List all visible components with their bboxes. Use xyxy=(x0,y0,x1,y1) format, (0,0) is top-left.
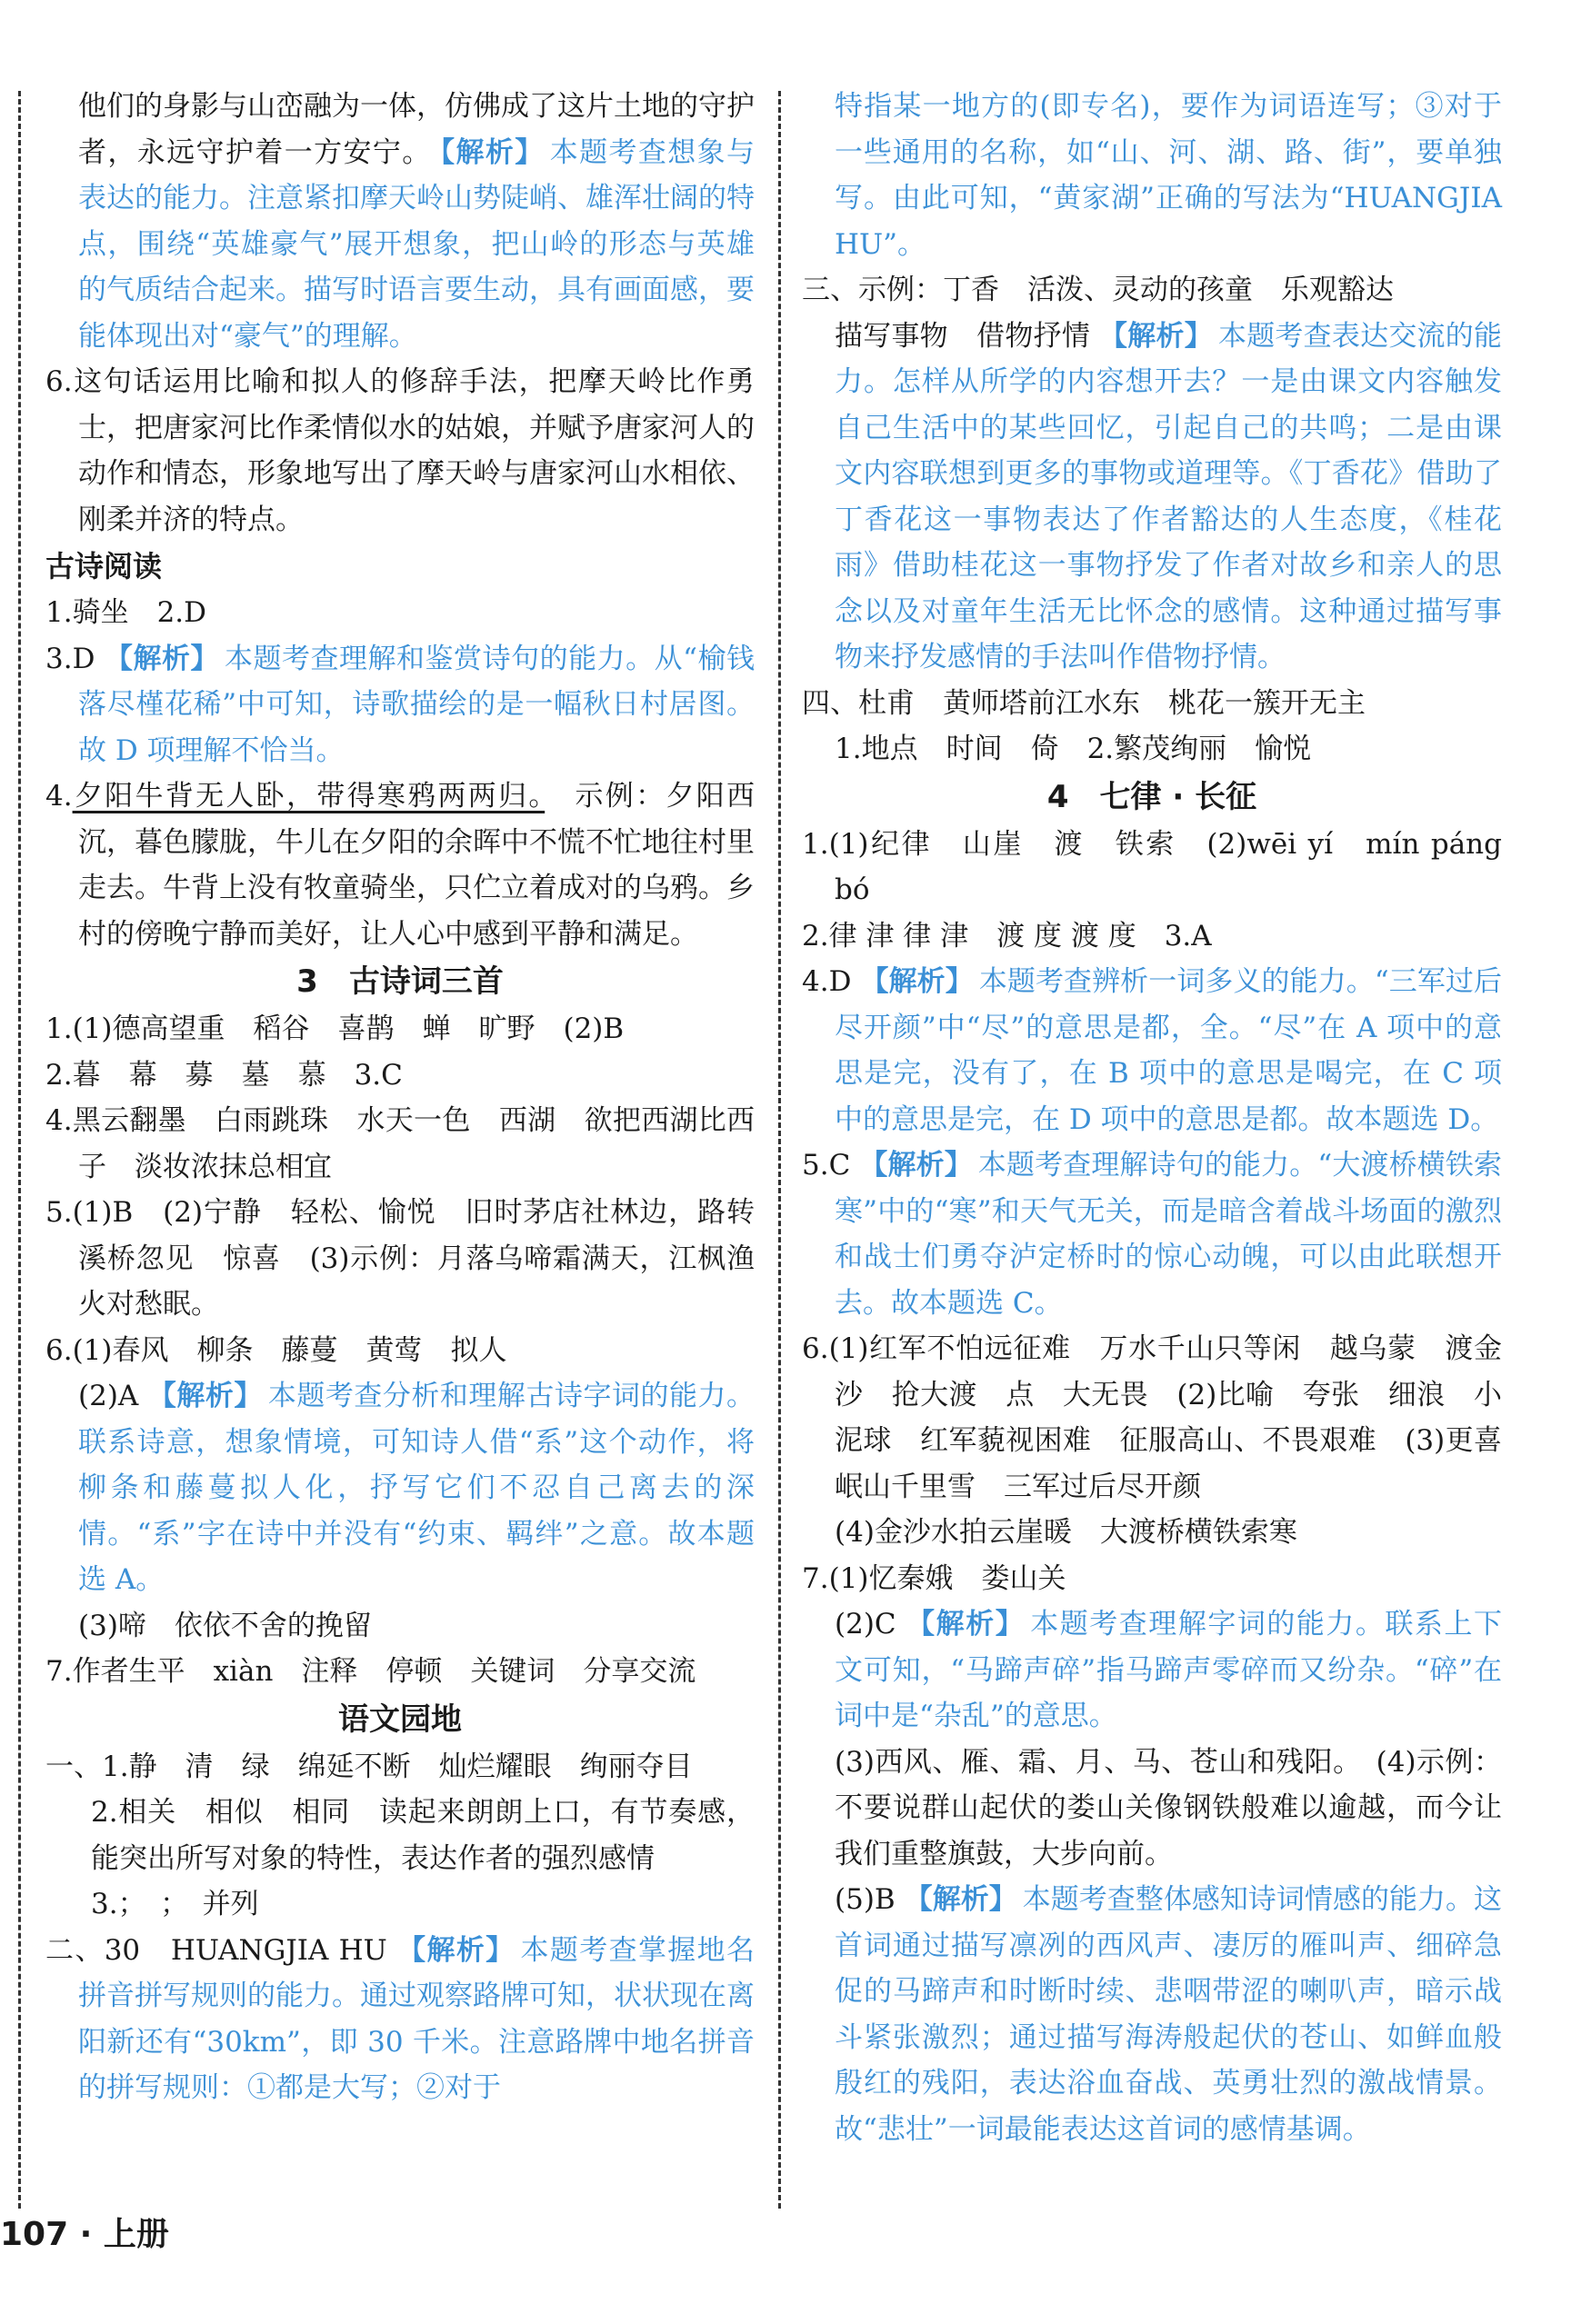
page-number: 107 · 上册 xyxy=(0,2216,169,2253)
analysis-tag: 【解析】 xyxy=(904,1883,1017,1916)
yuandi-answer-4-1: 四、杜甫 黄师塔前江水东 桃花一簇开无主 xyxy=(802,686,1366,720)
analysis-tag: 【解析】 xyxy=(860,965,974,998)
analysis-tag: 【解析】 xyxy=(859,1149,973,1182)
yuandi-answer-3-2: 描写事物 借物抒情 【解析】 本题考查表达交流的能力。怎样从所学的内容想开去？一是由课文内容触发自己生活中的某些回忆，引起自己的共鸣；二是由课文内容联想到更多的事物或道理等。《丁香花》借助了丁香花这一事物表达了作者豁达的人生态度，《桂花雨》借助桂花这一事物抒发了作者对故乡和亲人的思念以及对童年生活无比怀念的感情。这种通过描写事物来抒发感情的手法叫作借物抒情。 xyxy=(835,319,1503,673)
column-divider xyxy=(778,91,781,2209)
lesson4-answer-4: 4.D 【解析】 本题考查辨析一词多义的能力。“三军过后尽开颜”中“尽”的意思是都，全。“尽”在 A 项中的意思是完，没有了，在 B 项中的意思是喝完，在 C 项中的意思是完，在 D 项中的意思是都。故本题选 D。 xyxy=(802,965,1502,1136)
left-margin-divider xyxy=(18,91,21,2209)
lesson3-answer-5: 5.(1)B (2)宁静 轻松、愉悦 旧时茅店社林边，路转溪桥忽见 惊喜 (3)示例：月落乌啼霜满天，江枫渔火对愁眠。 xyxy=(45,1196,755,1321)
underlined-verse: 夕阳牛背无人卧，带得寒鸦两两归。 xyxy=(72,780,545,813)
yuandi-answer-2-continued: 特指某一地方的(即专名)，要作为词语连写；③对于一些通用的名称，如“山、河、湖、路、街”，要单独写。由此可知，“黄家湖”正确的写法为“HUANGJIA HU”。 xyxy=(835,90,1502,261)
lesson4-answer-7-2: (2)C 【解析】 本题考查理解字词的能力。联系上下文可知，“马蹄声碎”指马蹄声零碎而又纷杂。“碎”在词中是“杂乱”的意思。 xyxy=(835,1608,1503,1732)
analysis-text: 本题考查理解诗句的能力。“大渡桥横铁索寒”中的“寒”和天气无关，而是暗含着战斗场面的激烈和战士们勇夺泸定桥时的惊心动魄，可以由此联想开去。故本题选 C。 xyxy=(835,1149,1502,1320)
lesson3-answer-7: 7.作者生平 xiàn 注释 停顿 关键词 分享交流 xyxy=(45,1655,696,1688)
section-title-yuwen-yuandi: 语文园地 xyxy=(338,1701,462,1738)
lesson4-answer-2-3: 2.律 津 律 津 渡 度 渡 度 3.A xyxy=(802,919,1212,953)
lesson-title-4: 4 七律 · 长征 xyxy=(1046,778,1257,815)
poem-answer-3: 3.D 【解析】 本题考查理解和鉴赏诗句的能力。从“榆钱落尽槿花稀”中可知，诗歌描绘的是一幅秋日村居图。故 D 项理解不恰当。 xyxy=(45,642,755,767)
analysis-text: 本题考查表达交流的能力。怎样从所学的内容想开去？一是由课文内容触发自己生活中的某些回忆，引起自己的共鸣；二是由课文内容联想到更多的事物或道理等。《丁香花》借助了丁香花这一事物表达了作者豁达的人生态度，《桂花雨》借助桂花这一事物抒发了作者对故乡和亲人的思念以及对童年生活无比怀念的感情。这种通过描写事物来抒发感情的手法叫作借物抒情。 xyxy=(835,319,1503,673)
lesson3-answer-2-3: 2.暮 幕 募 墓 慕 3.C xyxy=(45,1058,403,1092)
analysis-tag: 【解析】 xyxy=(1099,319,1213,353)
analysis-tag: 【解析】 xyxy=(440,135,545,169)
lesson-title-3: 3 古诗词三首 xyxy=(296,963,504,1000)
lesson4-answer-5: 5.C 【解析】 本题考查理解诗句的能力。“大渡桥横铁索寒”中的“寒”和天气无关，而是暗含着战斗场面的激烈和战士们勇夺泸定桥时的惊心动魄，可以由此联想开去。故本题选 C。 xyxy=(802,1149,1502,1320)
poem-answer-1-2: 1.骑坐 2.D xyxy=(45,596,207,629)
lesson4-answer-6: 6.(1)红军不怕远征难 万水千山只等闲 越乌蒙 渡金沙 抢大渡 点 大无畏 (2)比喻 夸张 细浪 小泥球 红军藐视困难 征服高山、不畏艰难 (3)更喜岷山千里雪 三军过后尽开颜 xyxy=(802,1332,1502,1503)
analysis-tag: 【解析】 xyxy=(104,642,219,675)
lesson4-answer-7-3-4: (3)西风、雁、霜、月、马、苍山和残阳。 (4)示例：不要说群山起伏的娄山关像钢铁般难以逾越，而今让我们重整旗鼓，大步向前。 xyxy=(835,1745,1502,1870)
analysis-tag: 【解析】 xyxy=(395,1933,515,1967)
lesson4-answer-7-1: 7.(1)忆秦娥 娄山关 xyxy=(802,1561,1066,1595)
right-column xyxy=(802,84,1502,2152)
analysis-text: 本题考查分析和理解古诗字词的能力。联系诗意，想象情境，可知诗人借“系”这个动作，将柳条和藤蔓拟人化，抒写它们不忍自己离去的深情。“系”字在诗中并没有“约束、羁绊”之意。故本题选 A。 xyxy=(78,1380,755,1596)
lesson3-answer-6-1: 6.(1)春风 柳条 藤蔓 黄莺 拟人 xyxy=(45,1333,507,1367)
section-heading-poem-reading: 古诗阅读 xyxy=(45,549,163,583)
lesson4-answer-6-4: (4)金沙水拍云崖暖 大渡桥横铁索寒 xyxy=(835,1516,1297,1549)
lesson3-answer-6-3: (3)啼 依依不舍的挽留 xyxy=(78,1609,372,1642)
answer-6: 6.这句话运用比喻和拟人的修辞手法，把摩天岭比作勇士，把唐家河比作柔情似水的姑娘，并赋予唐家河人的动作和情态，形象地写出了摩天岭与唐家河山水相依、刚柔并济的特点。 xyxy=(45,365,755,536)
yuandi-answer-1-3: 3.； ； 并列 xyxy=(91,1888,259,1920)
lesson4-answer-7-5: (5)B 【解析】 本题考查整体感知诗词情感的能力。这首词通过描写凛冽的西风声、凄厉的雁叫声、细碎急促的马蹄声和时断时续、悲咽带涩的喇叭声，暗示战斗紧张激烈；通过描写海涛般起伏的苍山、如鲜血般殷红的残阳，表达浴血奋战、英勇壮烈的激战情景。故“悲壮”一词最能表达这首词的感情基调。 xyxy=(835,1883,1503,2146)
lesson4-answer-1: 1.(1)纪律 山崖 渡 铁索 (2)wēi yí mín páng bó xyxy=(802,827,1502,906)
yuandi-answer-1-2: 2.相关 相似 相同 读起来朗朗上口，有节奏感，能突出所写对象的特性，表达作者的强烈感情 xyxy=(91,1796,755,1875)
analysis-tag: 【解析】 xyxy=(147,1380,263,1412)
analysis-text: 本题考查辨析一词多义的能力。“三军过后尽开颜”中“尽”的意思是都，全。“尽”在 A 项中的意思是完，没有了，在 B 项中的意思是喝完，在 C 项中的意思是完，在 D 项中的意思是都。故本题选 D。 xyxy=(835,965,1502,1136)
analysis-text: 本题考查整体感知诗词情感的能力。这首词通过描写凛冽的西风声、凄厉的雁叫声、细碎急促的马蹄声和时断时续、悲咽带涩的喇叭声，暗示战斗紧张激烈；通过描写海涛般起伏的苍山、如鲜血般殷红的残阳，表达浴血奋战、英勇壮烈的激战情景。故“悲壮”一词最能表达这首词的感情基调。 xyxy=(835,1883,1503,2146)
analysis-text: 本题考查掌握地名拼音拼写规则的能力。通过观察路牌可知，状状现在离阳新还有“30km”，即 30 千米。注意路牌中地名拼音的拼写规则：①都是大写；②对于 xyxy=(78,1933,755,2104)
lesson3-answer-6-2: (2)A 【解析】 本题考查分析和理解古诗字词的能力。联系诗意，想象情境，可知诗人借“系”这个动作，将柳条和藤蔓拟人化，抒写它们不忍自己离去的深情。“系”字在诗中并没有“约束、羁绊”之意。故本题选 A。 xyxy=(78,1380,755,1596)
poem-answer-4: 4.夕阳牛背无人卧，带得寒鸦两两归。 示例：夕阳西沉，暮色朦胧，牛儿在夕阳的余晖中不慌不忙地往村里走去。牛背上没有牧童骑坐，只伫立着成对的乌鸦。乡村的傍晚宁静而美好，让人心中感到平静和满足。 xyxy=(45,780,755,951)
yuandi-answer-3-1: 三、示例：丁香 活泼、灵动的孩童 乐观豁达 xyxy=(802,274,1394,306)
answer-5-continued: 他们的身影与山峦融为一体，仿佛成了这片土地的守护者，永远守护着一方安宁。 【解析】 本题考查想象与表达的能力。注意紧扣摩天岭山势陡峭、雄浑壮阔的特点，围绕“英雄豪气”展开想象，把山岭的形态与英雄的气质结合起来。描写时语言要生动，具有画面感，要能体现出对“豪气”的理解。 xyxy=(78,90,755,353)
lesson3-answer-1: 1.(1)德高望重 稻谷 喜鹊 蝉 旷野 (2)B xyxy=(45,1012,625,1045)
analysis-text: 本题考查理解和鉴赏诗句的能力。从“榆钱落尽槿花稀”中可知，诗歌描绘的是一幅秋日村居图。故 D 项理解不恰当。 xyxy=(78,642,755,767)
analysis-tag: 【解析】 xyxy=(905,1608,1026,1641)
yuandi-answer-2: 二、30 HUANGJIA HU 【解析】 本题考查掌握地名拼音拼写规则的能力。通过观察路牌可知，状状现在离阳新还有“30km”，即 30 千米。注意路牌中地名拼音的拼写规则：①都是大写；②对于 xyxy=(45,1933,755,2104)
analysis-text: 本题考查想象与表达的能力。注意紧扣摩天岭山势陡峭、雄浑壮阔的特点，围绕“英雄豪气”展开想象，把山岭的形态与英雄的气质结合起来。描写时语言要生动，具有画面感，要能体现出对“豪气”的理解。 xyxy=(78,135,755,353)
yuandi-answer-4-2: 1.地点 时间 倚 2.繁茂绚丽 愉悦 xyxy=(835,733,1312,765)
lesson3-answer-4: 4.黑云翻墨 白雨跳珠 水天一色 西湖 欲把西湖比西子 淡妆浓抹总相宜 xyxy=(45,1104,755,1183)
analysis-text: 本题考查理解字词的能力。联系上下文可知，“马蹄声碎”指马蹄声零碎而又纷杂。“碎”在词中是“杂乱”的意思。 xyxy=(835,1608,1503,1732)
left-column xyxy=(45,84,755,2111)
yuandi-answer-1-1: 一、1.静 清 绿 绵延不断 灿烂耀眼 绚丽夺目 xyxy=(45,1750,693,1783)
